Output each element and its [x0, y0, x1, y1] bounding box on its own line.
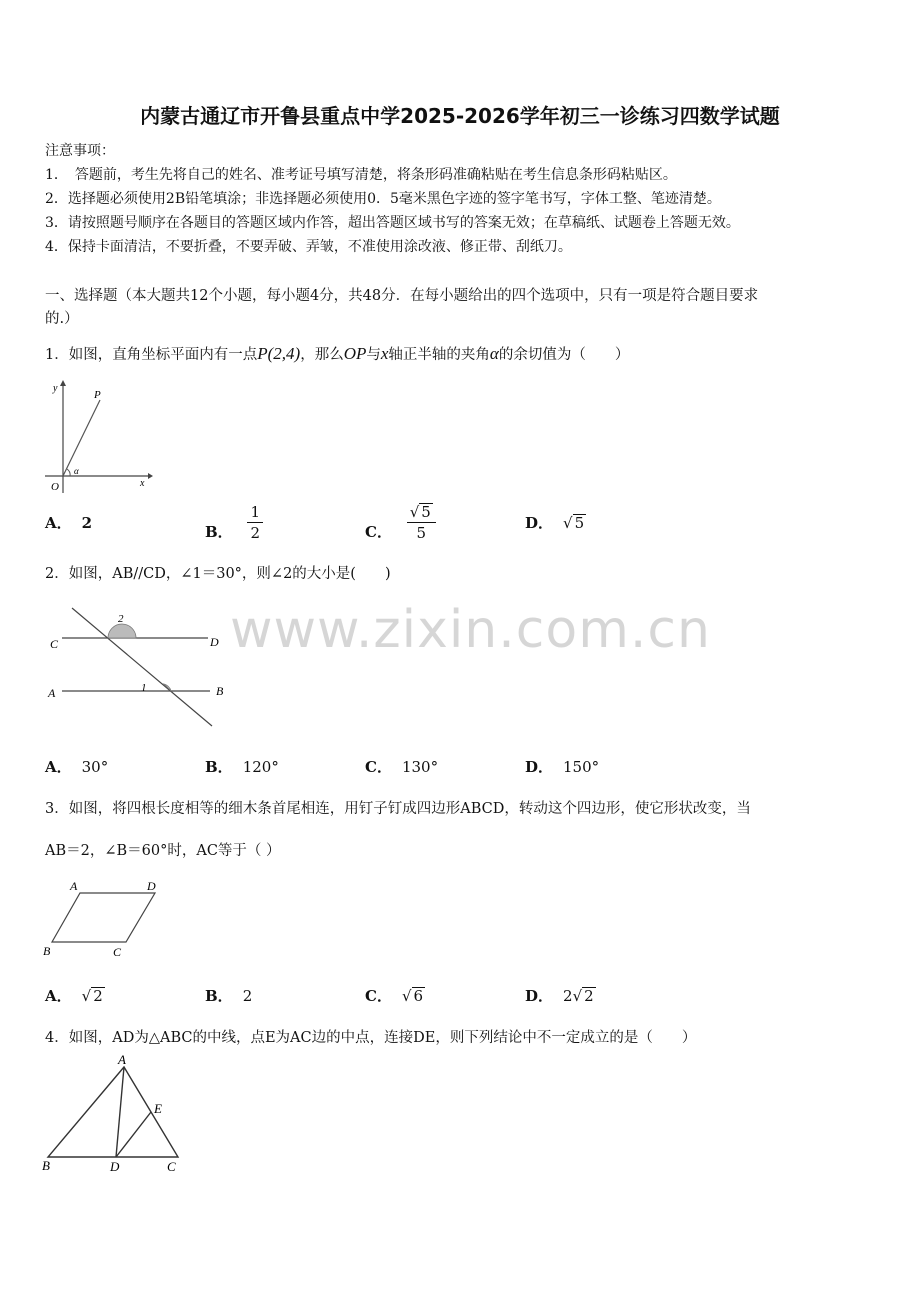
fig1-label-x: x [140, 478, 145, 489]
q1-option-a[interactable]: A． 2 [45, 514, 93, 532]
note-item-2: 2．选择题必须使用2B铅笔填涂；非选择题必须使用0．5毫米黑色字迹的签字笔书写，字体工整、笔迹清楚。 [45, 191, 721, 207]
q3-option-d[interactable]: D． 2√ 2 [525, 987, 594, 1005]
q3-option-c[interactable]: C． √ 6 [365, 987, 424, 1005]
q2-option-b[interactable]: B． 120° [205, 758, 279, 776]
q3-option-a[interactable]: A． √ 2 [45, 987, 103, 1005]
fig2-label-d: D [210, 635, 219, 649]
fig2-label-a: A [48, 686, 56, 700]
note-item-4: 4．保持卡面清洁，不要折叠，不要弄破、弄皱，不准使用涂改液、修正带、刮纸刀。 [45, 239, 572, 255]
question-4-stem: 4．如图，AD为△ABC的中线，点E为AC边的中点，连接DE，则下列结论中不一定成立的是（ ） [45, 1030, 697, 1046]
watermark: www.zixin.com.cn [230, 600, 711, 660]
note-item-1: 1． 答题前，考生先将自己的姓名、准考证号填写清楚，将条形码准确粘贴在考生信息条形码粘贴区。 [45, 167, 677, 183]
fig4-label-c: C [167, 1159, 176, 1174]
fig1-label-y: y [53, 383, 58, 394]
fig4-label-d: D [110, 1159, 120, 1174]
question-3-stem-cont: AB＝2，∠B＝60°时，AC等于（ ） [45, 843, 281, 859]
question-4-figure [40, 1050, 185, 1175]
section-heading: 一、选择题（本大题共12个小题，每小题4分，共48分．在每小题给出的四个选项中，只有一项是符合题目要求 [45, 288, 759, 304]
fig4-label-e: E [154, 1101, 162, 1116]
q1-option-b[interactable]: B． $\frac{1}{2}$ [205, 502, 263, 543]
fig3-label-b: B [43, 944, 51, 958]
fig3-label-a: A [70, 879, 78, 893]
fig2-label-b: B [216, 684, 224, 698]
q2-option-d[interactable]: D． 150° [525, 758, 600, 776]
q3-option-b[interactable]: B． 2 [205, 987, 253, 1005]
fig1-label-o: O [51, 481, 59, 493]
question-3-stem: 3．如图，将四根长度相等的细木条首尾相连，用钉子钉成四边形ABCD，转动这个四边形，使它形状改变，当 [45, 801, 751, 817]
fig2-label-2: 2 [118, 613, 124, 625]
q2-option-c[interactable]: C． 130° [365, 758, 439, 776]
question-1-figure [40, 378, 155, 498]
q1-option-c[interactable]: C． $\frac{√ 5}{5}$ [365, 502, 436, 543]
question-3-figure [40, 876, 170, 966]
section-heading-cont: 的.） [45, 311, 79, 327]
fig1-label-p: P [94, 389, 101, 401]
question-2-figure [40, 600, 230, 735]
fig3-label-d: D [147, 879, 156, 893]
fig2-label-1: 1 [141, 682, 147, 694]
fig3-label-c: C [113, 945, 122, 959]
q2-option-a[interactable]: A． 30° [45, 758, 109, 776]
page-title: 内蒙古通辽市开鲁县重点中学2025-2026学年初三一诊练习四数学试题 [140, 104, 780, 128]
question-2-stem: 2．如图，AB//CD，∠1＝30°，则∠2的大小是( ) [45, 566, 391, 582]
fig4-label-a: A [118, 1052, 126, 1067]
fig2-label-c: C [50, 637, 59, 651]
fig4-label-b: B [42, 1158, 50, 1173]
q1-option-d[interactable]: D． √ 5 [525, 514, 585, 532]
notes-heading: 注意事项： [45, 143, 115, 159]
fig1-label-alpha: α [74, 466, 79, 476]
note-item-3: 3．请按照题号顺序在各题目的答题区域内作答，超出答题区域书写的答案无效；在草稿纸、试题卷上答题无效。 [45, 215, 740, 231]
question-1-stem: 1．如图，直角坐标平面内有一点P(2,4)，那么OP与x轴正半轴的夹角α的余切值为（ ） [45, 344, 630, 363]
